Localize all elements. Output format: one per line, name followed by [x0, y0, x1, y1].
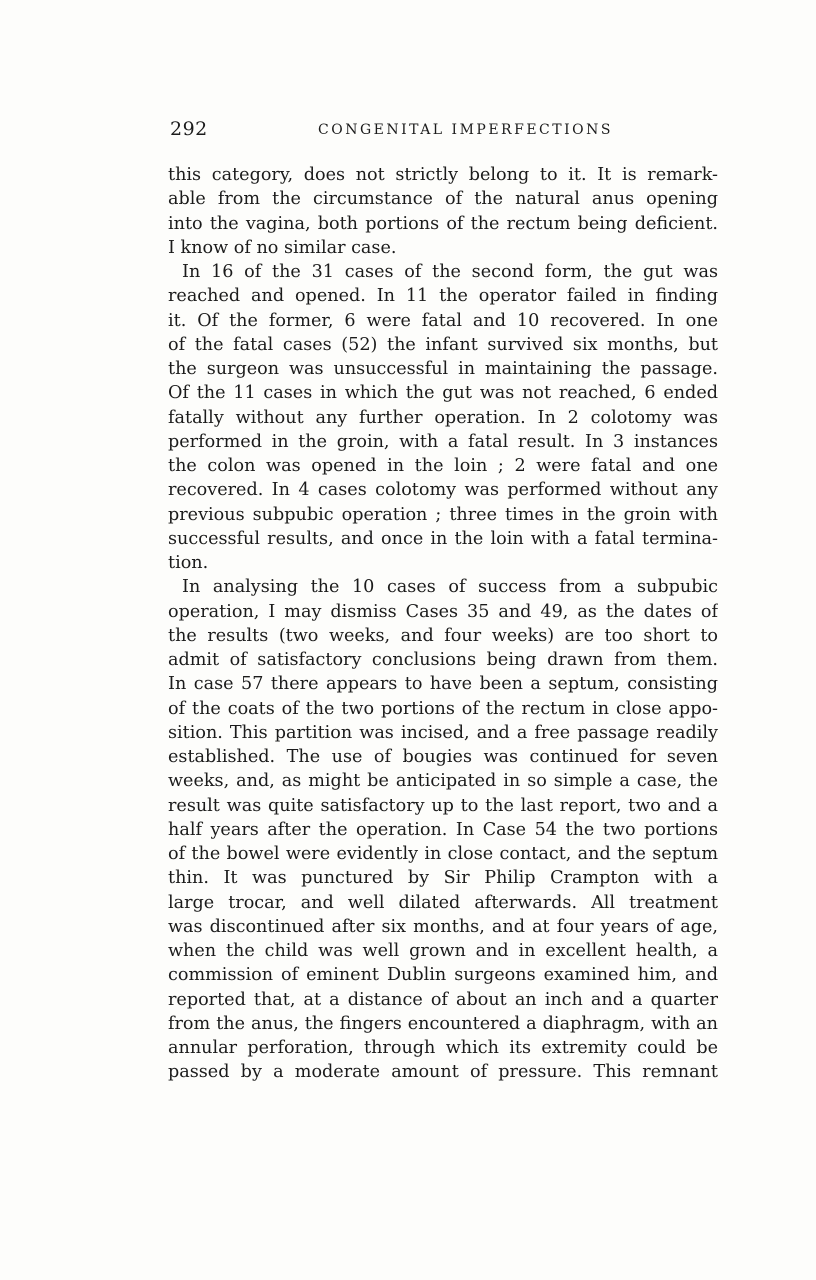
text-line: was discontinued after six months, and at four years of age,: [168, 916, 718, 937]
text-line: it. Of the former, 6 were fatal and 10 recovered. In one: [168, 310, 718, 331]
text-line: of the coats of the two portions of the rectum in close appo-: [168, 698, 718, 719]
text-line: fatally without any further operation. In 2 colotomy was: [168, 407, 718, 428]
text-line: of the fatal cases (52) the infant survived six months, but: [168, 334, 718, 355]
paragraph: [168, 575, 718, 1084]
text-line: commission of eminent Dublin surgeons examined him, and: [168, 965, 718, 986]
text-line: passed by a moderate amount of pressure. This remnant: [168, 1062, 718, 1083]
text-line: In 16 of the 31 cases of the second form, the gut was: [182, 262, 718, 282]
text-line: In analysing the 10 cases of success from a subpubic: [182, 577, 718, 598]
text-line: result was quite satisfactory up to the last report, two and a: [168, 795, 718, 816]
text-line: tion.: [168, 553, 209, 573]
text-line: large trocar, and well dilated afterwards. All treatment: [168, 892, 718, 913]
text-line: reported that, at a distance of about an inch and a quarter: [168, 989, 718, 1010]
text-line: half years after the operation. In Case 54 the two portions: [168, 819, 718, 840]
text-line: from the anus, the fingers encountered a diaphragm, with an: [168, 1013, 718, 1034]
text-line: Of the 11 cases in which the gut was not reached, 6 ended: [168, 383, 718, 404]
text-line: thin. It was punctured by Sir Philip Crampton with a: [168, 868, 718, 889]
text-line: recovered. In 4 cases colotomy was performed without any: [168, 480, 718, 501]
text-line: established. The use of bougies was continued for seven: [168, 747, 718, 767]
text-line: operation, I may dismiss Cases 35 and 49, as the dates of: [168, 601, 718, 622]
text-line: weeks, and, as might be anticipated in so simple a case, the: [168, 771, 718, 792]
text-line: performed in the groin, with a fatal result. In 3 instances: [168, 431, 718, 452]
text-line: I know of no similar case.: [168, 237, 397, 258]
text-line: into the vagina, both portions of the rectum being deficient.: [168, 213, 718, 234]
text-line: In case 57 there appears to have been a septum, consisting: [168, 674, 718, 695]
text-line: the colon was opened in the loin ; 2 were fatal and one: [168, 456, 718, 476]
text-line: sition. This partition was incised, and a free passage readily: [168, 722, 718, 743]
text-line: the results (two weeks, and four weeks) are too short to: [168, 625, 718, 646]
body-text: [168, 163, 718, 1085]
running-head: [170, 118, 718, 148]
paragraph: [168, 260, 718, 575]
page-header-title: CONGENITAL IMPERFECTIONS: [318, 122, 613, 138]
text-line: reached and opened. In 11 the operator failed in finding: [168, 286, 718, 307]
text-line: this category, does not strictly belong to it. It is remark-: [168, 165, 718, 185]
text-line: successful results, and once in the loin with a fatal termina-: [168, 528, 718, 549]
text-line: able from the circumstance of the natural anus opening: [168, 189, 718, 210]
text-line: previous subpubic operation ; three times in the groin with: [168, 504, 718, 525]
text-line: when the child was well grown and in excellent health, a: [168, 941, 718, 961]
paragraph: [168, 163, 718, 260]
text-line: of the bowel were evidently in close contact, and the septum: [168, 844, 718, 864]
page-number: 292: [170, 118, 208, 140]
text-line: annular perforation, through which its extremity could be: [168, 1038, 718, 1058]
text-line: the surgeon was unsuccessful in maintaining the passage.: [168, 359, 718, 379]
text-line: admit of satisfactory conclusions being drawn from them.: [168, 650, 718, 670]
